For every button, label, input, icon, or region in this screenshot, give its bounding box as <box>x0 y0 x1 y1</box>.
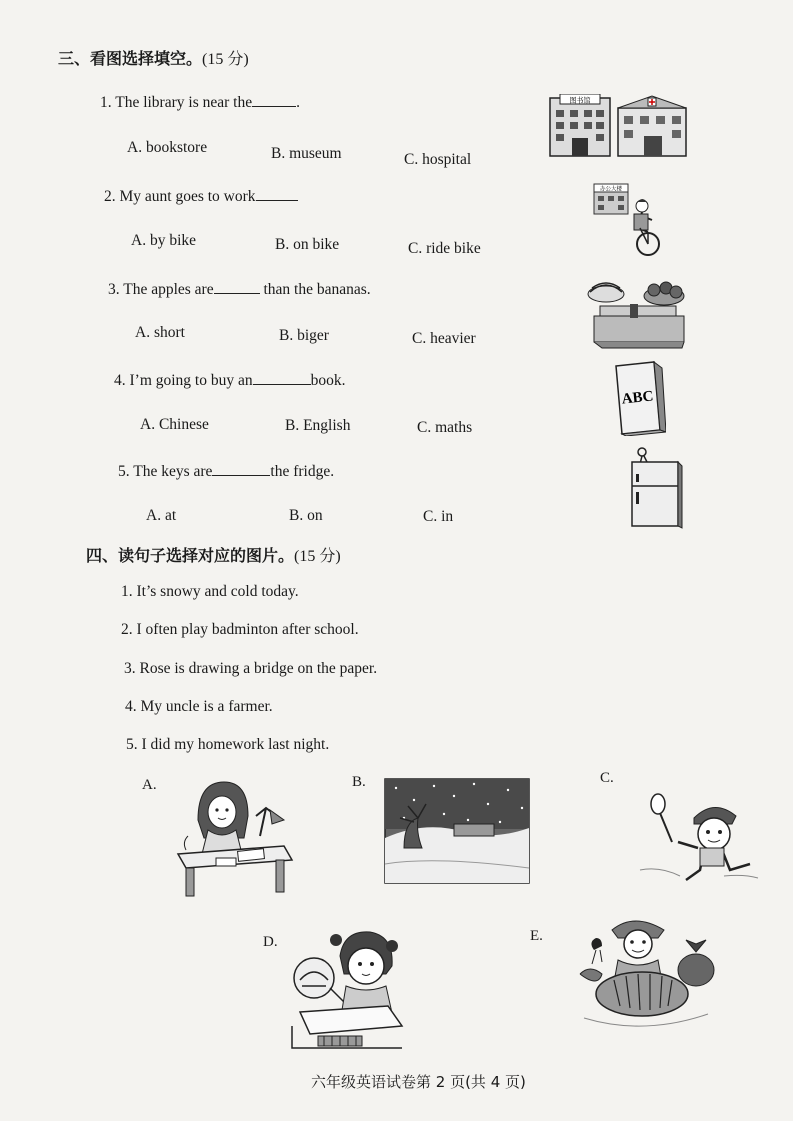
option-b: B. on <box>289 507 323 524</box>
answer-blank <box>212 461 270 476</box>
question-1 <box>100 92 300 112</box>
option-a: A. bookstore <box>127 139 208 156</box>
option-a: A. at <box>146 507 177 524</box>
option-a: A. by bike <box>131 232 197 249</box>
drawing-bridge-picture <box>290 926 408 1050</box>
picture-label-d: D. <box>263 934 278 950</box>
question-stem-end: the fridge. <box>270 463 335 480</box>
library-hospital-picture <box>548 94 690 160</box>
picture-label-b: B. <box>352 774 366 790</box>
answer-blank <box>253 370 311 385</box>
question-stem: 4. I’m going to buy an <box>114 372 253 389</box>
answer-blank <box>214 279 260 294</box>
office-sign-text: 办公大楼 <box>599 186 623 193</box>
option-b: B. on bike <box>275 236 340 253</box>
question-5 <box>118 461 334 481</box>
question-stem: 5. The keys are <box>118 463 213 480</box>
question-stem-end: than the bananas. <box>259 281 371 298</box>
section-3-score: (15 分) <box>202 51 249 68</box>
picture-label-e: E. <box>530 928 543 944</box>
section-4-score: (15 分) <box>294 548 341 565</box>
question-stem-end: . <box>296 94 300 111</box>
sentence-4: 4. My uncle is a farmer. <box>125 698 273 715</box>
balance-scale-picture <box>584 280 688 350</box>
question-stem: 3. The apples are <box>108 281 214 298</box>
picture-label-c: C. <box>600 770 614 786</box>
question-stem: 2. My aunt goes to work <box>104 188 256 205</box>
keys-on-fridge-picture <box>628 444 684 530</box>
option-a: A. Chinese <box>140 416 209 433</box>
section-3-title-text: 三、看图选择填空。 <box>58 49 203 68</box>
badminton-picture <box>634 790 762 886</box>
section-4-title <box>86 543 341 566</box>
sentence-2: 2. I often play badminton after school. <box>121 621 359 638</box>
sentence-5: 5. I did my homework last night. <box>126 736 330 753</box>
english-book-picture <box>610 360 666 436</box>
question-3 <box>108 279 371 299</box>
option-c: C. in <box>423 508 454 525</box>
option-c: C. heavier <box>412 330 476 347</box>
option-a: A. short <box>135 324 185 341</box>
section-3-title <box>58 46 249 69</box>
sentence-3: 3. Rose is drawing a bridge on the paper. <box>124 660 378 677</box>
question-2 <box>104 186 298 206</box>
answer-blank <box>252 92 296 107</box>
option-c: C. hospital <box>404 151 472 168</box>
homework-desk-picture <box>172 776 298 898</box>
woman-riding-bike-picture <box>588 178 666 258</box>
question-4 <box>114 370 346 390</box>
option-b: B. biger <box>279 327 329 344</box>
option-b: B. museum <box>271 145 342 162</box>
answer-blank <box>256 186 298 201</box>
question-stem: 1. The library is near the <box>100 94 253 111</box>
library-sign-text: 图书馆 <box>569 96 591 105</box>
sentence-1: 1. It’s snowy and cold today. <box>121 583 299 600</box>
option-b: B. English <box>285 417 351 434</box>
option-c: C. ride bike <box>408 240 481 257</box>
option-c: C. maths <box>417 419 473 436</box>
book-cover-text: ABC <box>620 388 655 408</box>
farmer-picture <box>574 910 718 1038</box>
page-footer: 六年级英语试卷第 2 页(共 4 页) <box>311 1073 526 1091</box>
question-stem-end: book. <box>310 372 346 389</box>
snowy-day-picture <box>384 778 530 884</box>
picture-label-a: A. <box>142 777 157 793</box>
section-4-title-text: 四、读句子选择对应的图片。 <box>86 546 295 565</box>
